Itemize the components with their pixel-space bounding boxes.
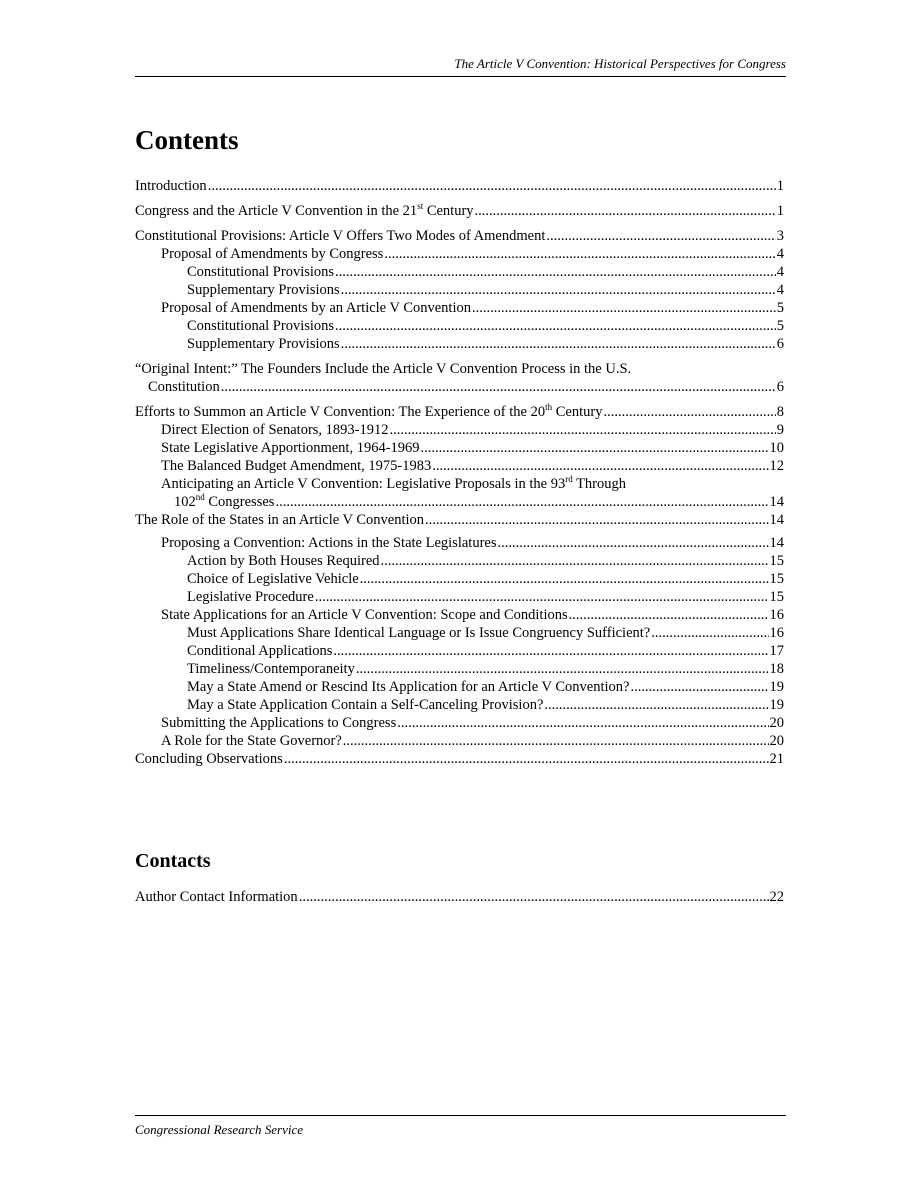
toc-entry-page: 6 <box>776 336 784 352</box>
toc-dot-leader <box>284 750 769 768</box>
toc-entry-page: 14 <box>769 494 784 510</box>
toc-entry[interactable] <box>135 177 784 195</box>
toc-entry[interactable] <box>135 606 784 624</box>
toc-entry-title: Constitutional Provisions: Article V Offers Two Modes of Amendment <box>135 228 546 244</box>
toc-entry-page: 14 <box>769 512 784 528</box>
toc-entry-page: 14 <box>769 535 784 551</box>
toc-entry-title: Proposal of Amendments by Congress <box>161 246 384 262</box>
toc-entry[interactable] <box>135 678 784 696</box>
contacts-heading: Contacts <box>135 850 211 872</box>
toc-entry-page: 17 <box>769 643 784 659</box>
toc-entry-title: Proposing a Convention: Actions in the State Legislatures <box>161 535 497 551</box>
toc-entry-page: 21 <box>769 751 784 767</box>
toc-entry[interactable] <box>135 696 784 714</box>
toc-entry-page: 16 <box>769 625 784 641</box>
footer-publisher: Congressional Research Service <box>135 1122 303 1137</box>
toc-entry-title: Constitutional Provisions <box>187 318 335 334</box>
toc-entry[interactable] <box>135 732 784 750</box>
toc-entry-page: 1 <box>776 203 784 219</box>
toc-dot-leader <box>546 227 775 245</box>
toc-entry-title: Conditional Applications <box>187 643 333 659</box>
toc-entry-page: 15 <box>769 571 784 587</box>
toc-entry-page: 22 <box>769 889 784 905</box>
table-of-contents <box>135 177 784 768</box>
toc-dot-leader <box>544 696 768 714</box>
toc-dot-leader <box>343 732 769 750</box>
toc-dot-leader <box>421 439 769 457</box>
toc-dot-leader <box>630 678 768 696</box>
toc-entry-page: 10 <box>769 440 784 456</box>
toc-entry-page: 16 <box>769 607 784 623</box>
toc-entry-page: 19 <box>769 697 784 713</box>
toc-entry[interactable] <box>135 360 784 396</box>
toc-entry-title: Efforts to Summon an Article V Convention: The Experience of the 20th Century <box>135 402 603 420</box>
toc-entry-title: Must Applications Share Identical Language or Is Issue Congruency Sufficient? <box>187 625 651 641</box>
toc-entry[interactable] <box>135 588 784 606</box>
toc-entry[interactable] <box>135 570 784 588</box>
toc-dot-leader <box>569 606 769 624</box>
toc-dot-leader <box>335 263 776 281</box>
toc-entry-title: The Balanced Budget Amendment, 1975-1983 <box>161 458 432 474</box>
toc-entry[interactable] <box>135 263 784 281</box>
toc-entry-title: Timeliness/Contemporaneity <box>187 661 355 677</box>
toc-entry-title: Introduction <box>135 178 207 194</box>
toc-entry-title: Constitutional Provisions <box>187 264 335 280</box>
toc-dot-leader <box>315 588 769 606</box>
toc-dot-leader <box>275 493 768 511</box>
toc-entry[interactable] <box>135 750 784 768</box>
toc-entry-title: Constitution <box>148 379 220 395</box>
contents-heading: Contents <box>135 125 239 155</box>
toc-entry-page: 1 <box>776 178 784 194</box>
toc-entry[interactable] <box>135 888 784 906</box>
contacts-list <box>135 888 784 906</box>
toc-entry-page: 6 <box>776 379 784 395</box>
toc-entry[interactable] <box>135 457 784 475</box>
toc-entry[interactable] <box>135 245 784 263</box>
toc-entry-page: 3 <box>776 228 784 244</box>
toc-entry-title: Supplementary Provisions <box>187 282 340 298</box>
toc-dot-leader <box>360 570 769 588</box>
toc-entry[interactable] <box>135 714 784 732</box>
toc-entry-title: Submitting the Applications to Congress <box>161 715 397 731</box>
toc-entry-page: 19 <box>769 679 784 695</box>
toc-entry[interactable] <box>135 421 784 439</box>
toc-entry-title: State Applications for an Article V Convention: Scope and Conditions <box>161 607 568 623</box>
toc-dot-leader <box>472 299 776 317</box>
toc-entry-page: 20 <box>769 715 784 731</box>
toc-dot-leader <box>651 624 768 642</box>
toc-dot-leader <box>221 378 776 396</box>
toc-entry-page: 4 <box>776 264 784 280</box>
toc-entry[interactable] <box>135 642 784 660</box>
toc-entry[interactable] <box>135 511 784 529</box>
toc-entry[interactable] <box>135 335 784 353</box>
toc-dot-leader <box>497 534 768 552</box>
toc-entry-title-line1: “Original Intent:” The Founders Include the Article V Convention Process in the U.S. <box>135 361 632 377</box>
toc-entry[interactable] <box>135 317 784 335</box>
toc-entry-title: Proposal of Amendments by an Article V Convention <box>161 300 471 316</box>
toc-entry-title: The Role of the States in an Article V Convention <box>135 512 425 528</box>
toc-entry[interactable] <box>135 202 784 220</box>
toc-entry-page: 18 <box>769 661 784 677</box>
toc-entry[interactable] <box>135 227 784 245</box>
toc-entry-title: Choice of Legislative Vehicle <box>187 571 359 587</box>
toc-entry-page: 9 <box>776 422 784 438</box>
toc-dot-leader <box>603 403 775 421</box>
toc-dot-leader <box>335 317 776 335</box>
toc-dot-leader <box>381 552 769 570</box>
toc-dot-leader <box>341 335 776 353</box>
running-header <box>135 56 786 77</box>
toc-entry-title: A Role for the State Governor? <box>161 733 342 749</box>
toc-entry-page: 15 <box>769 589 784 605</box>
toc-entry-page: 20 <box>769 733 784 749</box>
toc-entry-title: Congress and the Article V Convention in the 21st Century <box>135 201 474 219</box>
toc-entry-title: Concluding Observations <box>135 751 283 767</box>
toc-entry-title: Supplementary Provisions <box>187 336 340 352</box>
toc-entry-title: 102nd Congresses <box>174 492 275 510</box>
toc-dot-leader <box>432 457 768 475</box>
toc-dot-leader <box>333 642 768 660</box>
toc-entry[interactable] <box>135 534 784 552</box>
toc-entry[interactable] <box>135 439 784 457</box>
toc-entry-title-line1: Anticipating an Article V Convention: Legislative Proposals in the 93rd Through <box>161 474 627 492</box>
toc-entry-page: 12 <box>769 458 784 474</box>
toc-entry-page: 5 <box>776 300 784 316</box>
toc-dot-leader <box>390 421 776 439</box>
toc-entry[interactable] <box>135 403 784 421</box>
toc-entry-page: 5 <box>776 318 784 334</box>
toc-entry-page: 4 <box>776 246 784 262</box>
toc-entry-page: 8 <box>776 404 784 420</box>
toc-entry-page: 15 <box>769 553 784 569</box>
toc-entry[interactable] <box>135 475 784 511</box>
toc-entry-title: May a State Application Contain a Self-Canceling Provision? <box>187 697 544 713</box>
toc-dot-leader <box>384 245 775 263</box>
toc-entry-title: Action by Both Houses Required <box>187 553 380 569</box>
toc-dot-leader <box>356 660 769 678</box>
toc-entry[interactable] <box>135 552 784 570</box>
toc-dot-leader <box>299 888 769 906</box>
toc-dot-leader <box>425 511 768 529</box>
toc-entry-page: 4 <box>776 282 784 298</box>
toc-entry[interactable] <box>135 660 784 678</box>
toc-entry[interactable] <box>135 299 784 317</box>
toc-dot-leader <box>341 281 776 299</box>
toc-entry[interactable] <box>135 281 784 299</box>
toc-entry-title: Legislative Procedure <box>187 589 314 605</box>
toc-entry-title: Author Contact Information <box>135 889 298 905</box>
toc-dot-leader <box>208 177 776 195</box>
toc-entry[interactable] <box>135 624 784 642</box>
running-header-title: The Article V Convention: Historical Perspectives for Congress <box>454 56 786 71</box>
running-footer <box>135 1115 786 1138</box>
toc-dot-leader <box>475 202 776 220</box>
toc-entry-title: May a State Amend or Rescind Its Application for an Article V Convention? <box>187 679 630 695</box>
toc-dot-leader <box>397 714 768 732</box>
toc-entry-title: State Legislative Apportionment, 1964-1969 <box>161 440 420 456</box>
toc-entry-title: Direct Election of Senators, 1893-1912 <box>161 422 389 438</box>
